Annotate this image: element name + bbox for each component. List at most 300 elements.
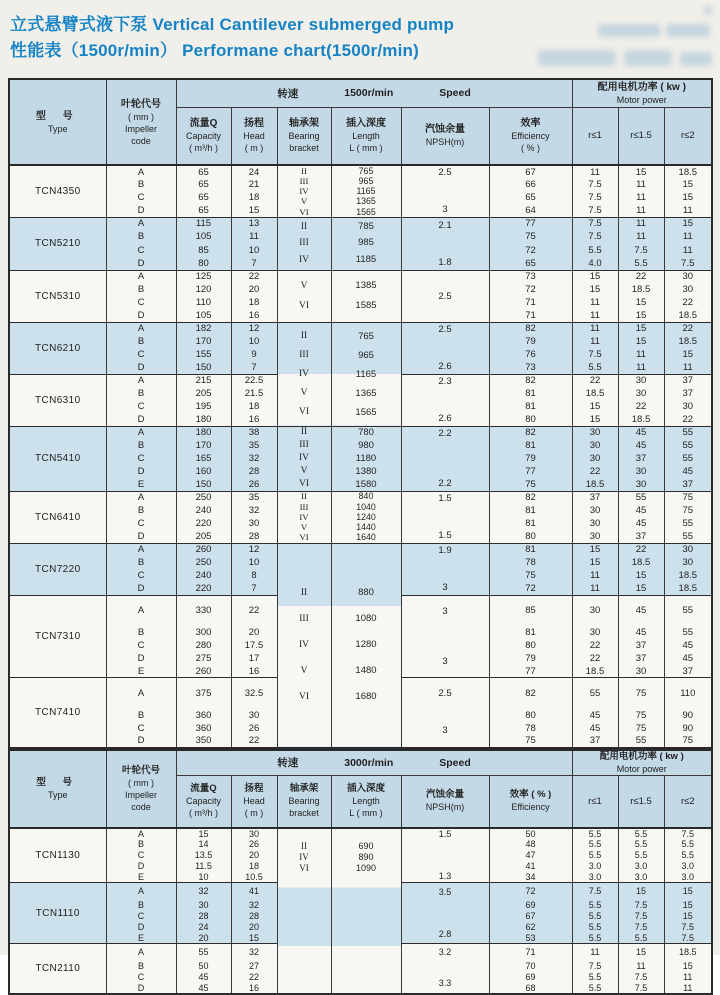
head-cell: 32: [231, 452, 277, 465]
efficiency-cell: 70: [489, 961, 572, 972]
impeller-code-cell: B: [106, 626, 176, 639]
capacity-cell: 260: [176, 665, 231, 678]
capacity-cell: 360: [176, 709, 231, 722]
insert-length-cell: [331, 165, 401, 217]
npsh-value: 2.6: [438, 413, 452, 424]
capacity-cell: 375: [176, 678, 231, 709]
bearing-bracket-cell: [277, 322, 331, 426]
impeller-code-cell: D: [106, 309, 176, 322]
power-r2-cell: 55: [664, 439, 712, 452]
head-cell: 18: [231, 191, 277, 204]
power-r1-cell: 4.0: [572, 257, 618, 270]
capacity-cell: 275: [176, 652, 231, 665]
impeller-code-cell: A: [106, 322, 176, 335]
power-r1-cell: 45: [572, 722, 618, 735]
power-r15-cell: 7.5: [618, 922, 664, 933]
bracket-size-line: II: [300, 330, 308, 341]
capacity-header-line: Capacity: [185, 131, 221, 142]
npsh-cell: [401, 491, 489, 543]
impeller-code-cell: D: [106, 530, 176, 543]
capacity-cell: 150: [176, 478, 231, 491]
type-column-header: [9, 750, 106, 828]
power-r2-cell: 7.5: [664, 933, 712, 944]
efficiency-header-line: Efficiency: [511, 131, 550, 142]
power-r15-cell: 75: [618, 722, 664, 735]
efficiency-cell: 81: [489, 517, 572, 530]
speed-header: [176, 750, 572, 776]
head-cell: 32: [231, 900, 277, 911]
head-cell: 28: [231, 530, 277, 543]
power-r1-cell: 7.5: [572, 348, 618, 361]
capacity-cell: 150: [176, 361, 231, 374]
power-r1-cell: 11: [572, 335, 618, 348]
speed-value: 3000r/min: [344, 756, 394, 769]
table-row: [9, 322, 712, 335]
power-rating-label: r≤1.5: [630, 130, 652, 142]
power-r1-cell: 37: [572, 491, 618, 504]
efficiency-cell: 50: [489, 828, 572, 839]
impeller-code-cell: C: [106, 400, 176, 413]
bracket-size-line: III: [299, 238, 309, 249]
length-value-line: 880: [358, 586, 374, 598]
bracket-size-line: III: [299, 349, 309, 360]
capacity-cell: 205: [176, 530, 231, 543]
impeller-code-cell: C: [106, 722, 176, 735]
power-r15-cell: 11: [618, 178, 664, 191]
bracket-size-line: IV: [299, 851, 309, 862]
capacity-cell: 170: [176, 439, 231, 452]
head-cell: 26: [231, 478, 277, 491]
power-r1-cell: 5.5: [572, 922, 618, 933]
impeller-header-line: ( mm ): [128, 777, 154, 788]
power-r2-cell: 3.0: [664, 861, 712, 872]
length-value-line: 785: [358, 220, 374, 232]
capacity-cell: 120: [176, 283, 231, 296]
power-r1-cell: 5.5: [572, 911, 618, 922]
capacity-cell: 280: [176, 639, 231, 652]
power-r2-cell: 15: [664, 178, 712, 191]
power-r15-cell: 75: [618, 709, 664, 722]
head-cell: 32: [231, 944, 277, 961]
power-r1-cell: 3.0: [572, 872, 618, 883]
efficiency-cell: 82: [489, 374, 572, 387]
efficiency-column-header: [489, 107, 572, 165]
capacity-cell: 195: [176, 400, 231, 413]
head-cell: 41: [231, 883, 277, 900]
efficiency-header-line: 效率 ( % ): [509, 789, 552, 801]
bracket-column-header: [277, 107, 331, 165]
power-r15-cell: 15: [618, 883, 664, 900]
efficiency-cell: 72: [489, 883, 572, 900]
efficiency-cell: 75: [489, 230, 572, 243]
power-r1-cell: 5.5: [572, 850, 618, 861]
bracket-size-line: VI: [298, 479, 310, 489]
head-cell: 20: [231, 850, 277, 861]
capacity-cell: 65: [176, 165, 231, 178]
table-row: [9, 491, 712, 504]
power-r15-cell: 45: [618, 517, 664, 530]
power-r15-cell: 37: [618, 452, 664, 465]
power-r2-cell: 30: [664, 400, 712, 413]
npsh-value: 2.2: [438, 428, 452, 439]
impeller-code-cell: C: [106, 517, 176, 530]
head-cell: 12: [231, 543, 277, 556]
power-rating-column-header: [664, 107, 712, 165]
length-value-line: 1165: [355, 368, 377, 380]
power-r1-cell: 30: [572, 439, 618, 452]
power-r15-cell: 15: [618, 165, 664, 178]
impeller-column-header: [106, 79, 176, 165]
power-r2-cell: 45: [664, 465, 712, 478]
bracket-size-line: III: [299, 613, 309, 624]
capacity-cell: 205: [176, 387, 231, 400]
power-r2-cell: 55: [664, 626, 712, 639]
bearing-bracket-cell: [277, 828, 331, 994]
power-r2-cell: 5.5: [664, 850, 712, 861]
power-r1-cell: 5.5: [572, 972, 618, 983]
motor-power-zh: 配用电机功率 ( kw ): [599, 750, 684, 762]
head-cell: 16: [231, 413, 277, 426]
power-r1-cell: 45: [572, 709, 618, 722]
head-cell: 10: [231, 335, 277, 348]
power-r1-cell: 7.5: [572, 230, 618, 243]
efficiency-header-line: ( % ): [521, 143, 540, 154]
impeller-code-cell: A: [106, 883, 176, 900]
power-r1-cell: 5.5: [572, 244, 618, 257]
length-value-line: 985: [358, 237, 374, 249]
capacity-cell: 20: [176, 933, 231, 944]
power-r2-cell: 11: [664, 983, 712, 994]
capacity-cell: 10: [176, 872, 231, 883]
capacity-cell: 115: [176, 217, 231, 230]
npsh-value: 3.5: [438, 886, 452, 897]
performance-table-1500rpm: [8, 78, 713, 749]
pump-type-cell: TCN1110: [9, 883, 106, 944]
efficiency-cell: 80: [489, 413, 572, 426]
capacity-header-line: 流量Q: [189, 118, 218, 130]
pump-type-cell: TCN7310: [9, 595, 106, 678]
impeller-code-cell: C: [106, 639, 176, 652]
power-r15-cell: 37: [618, 652, 664, 665]
impeller-code-cell: A: [106, 491, 176, 504]
efficiency-cell: 82: [489, 678, 572, 709]
power-r15-cell: 30: [618, 387, 664, 400]
power-r15-cell: 7.5: [618, 972, 664, 983]
power-r2-cell: 15: [664, 217, 712, 230]
length-value-line: 1385: [355, 280, 377, 291]
npsh-value: 3.2: [438, 947, 452, 958]
power-rating-label: r≤1.5: [630, 795, 652, 807]
impeller-code-cell: B: [106, 839, 176, 850]
efficiency-cell: 82: [489, 322, 572, 335]
power-r15-cell: 45: [618, 504, 664, 517]
capacity-cell: 85: [176, 244, 231, 257]
length-value-line: 1040: [356, 501, 376, 512]
impeller-code-cell: C: [106, 911, 176, 922]
power-r15-cell: 37: [618, 639, 664, 652]
power-r2-cell: 22: [664, 413, 712, 426]
power-rating-label: r≤2: [680, 795, 695, 807]
power-r1-cell: 30: [572, 530, 618, 543]
insert-length-cell: [331, 426, 401, 491]
efficiency-cell: 67: [489, 165, 572, 178]
power-r1-cell: 5.5: [572, 828, 618, 839]
speed-label-zh: 转速: [277, 87, 299, 100]
power-r2-cell: 18.5: [664, 582, 712, 595]
efficiency-cell: 81: [489, 387, 572, 400]
head-cell: 21.5: [231, 387, 277, 400]
capacity-header-line: 流量Q: [190, 783, 217, 795]
power-r2-cell: 18.5: [664, 165, 712, 178]
npsh-cell: [401, 944, 489, 994]
ghost-print: [538, 50, 616, 66]
power-r1-cell: 7.5: [572, 204, 618, 217]
impeller-code-cell: D: [106, 465, 176, 478]
length-value-line: 1165: [356, 186, 376, 197]
head-cell: 28: [231, 465, 277, 478]
efficiency-cell: 78: [489, 722, 572, 735]
power-r15-cell: 15: [618, 582, 664, 595]
capacity-column-header: [176, 776, 231, 828]
impeller-code-cell: D: [106, 861, 176, 872]
length-value-line: 1565: [355, 406, 377, 418]
length-value-line: 1565: [356, 206, 376, 217]
head-header-line: Head: [243, 796, 265, 807]
npsh-header-line: 汽蚀余量: [425, 124, 465, 136]
speed-label-en: Speed: [439, 87, 471, 100]
power-r15-cell: 15: [618, 944, 664, 961]
power-r2-cell: 3.0: [664, 872, 712, 883]
efficiency-cell: 69: [489, 972, 572, 983]
head-cell: 15: [231, 204, 277, 217]
bracket-size-line: IV: [298, 255, 310, 266]
capacity-cell: 155: [176, 348, 231, 361]
length-header-line: L ( mm ): [349, 808, 383, 819]
npsh-cell: [401, 595, 489, 678]
power-r1-cell: 11: [572, 165, 618, 178]
npsh-value: 1.9: [438, 545, 452, 556]
capacity-header-line: ( m³/h ): [189, 808, 218, 819]
power-r1-cell: 22: [572, 374, 618, 387]
capacity-cell: 105: [176, 230, 231, 243]
impeller-code-cell: B: [106, 387, 176, 400]
head-cell: 35: [231, 439, 277, 452]
insert-length-cell: [331, 322, 401, 426]
head-cell: 32.5: [231, 678, 277, 709]
efficiency-cell: 62: [489, 922, 572, 933]
head-cell: 22: [231, 270, 277, 283]
bracket-size-line: II: [301, 491, 307, 502]
power-r15-cell: 5.5: [618, 850, 664, 861]
power-r15-cell: 55: [618, 735, 664, 748]
efficiency-cell: 64: [489, 204, 572, 217]
capacity-cell: 260: [176, 543, 231, 556]
capacity-cell: 45: [176, 983, 231, 994]
length-value-line: 765: [358, 330, 374, 342]
table-row: [9, 165, 712, 178]
table-row: [9, 828, 712, 839]
insert-length-cell: [331, 543, 401, 748]
pump-type-cell: TCN5410: [9, 426, 106, 491]
efficiency-cell: 78: [489, 556, 572, 569]
bracket-size-line: III: [299, 501, 309, 512]
motor-power-en: Motor power: [616, 763, 667, 774]
impeller-code-cell: D: [106, 735, 176, 748]
impeller-code-cell: A: [106, 426, 176, 439]
efficiency-cell: 41: [489, 861, 572, 872]
npsh-value: 2.6: [438, 361, 452, 372]
head-cell: 20: [231, 626, 277, 639]
table-row: [9, 270, 712, 283]
power-rating-column-header: [572, 776, 618, 828]
power-r2-cell: 18.5: [664, 944, 712, 961]
head-cell: 22: [231, 595, 277, 626]
impeller-code-cell: B: [106, 335, 176, 348]
power-r1-cell: 5.5: [572, 983, 618, 994]
power-r2-cell: 55: [664, 595, 712, 626]
efficiency-cell: 34: [489, 872, 572, 883]
impeller-code-cell: A: [106, 678, 176, 709]
bracket-size-line: II: [300, 221, 308, 232]
power-r1-cell: 7.5: [572, 883, 618, 900]
impeller-code-cell: A: [106, 543, 176, 556]
npsh-value: 1.8: [438, 256, 452, 268]
power-r15-cell: 7.5: [618, 244, 664, 257]
power-r15-cell: 7.5: [618, 983, 664, 994]
pump-type-cell: TCN7410: [9, 678, 106, 748]
power-r15-cell: 5.5: [618, 839, 664, 850]
impeller-code-cell: C: [106, 972, 176, 983]
efficiency-cell: 82: [489, 491, 572, 504]
head-cell: 17: [231, 652, 277, 665]
power-r15-cell: 11: [618, 361, 664, 374]
type-header-en: Type: [47, 789, 68, 800]
power-r15-cell: 55: [618, 491, 664, 504]
bracket-size-line: VI: [299, 862, 309, 873]
capacity-cell: 105: [176, 309, 231, 322]
head-cell: 17.5: [231, 639, 277, 652]
power-r15-cell: 18.5: [618, 556, 664, 569]
head-cell: 26: [231, 839, 277, 850]
power-rating-label: r≤1: [588, 795, 602, 807]
type-header-zh: 型 号: [36, 776, 80, 788]
type-column-header: [9, 79, 106, 165]
npsh-value: 3: [442, 582, 448, 593]
power-rating-label: r≤1: [588, 130, 602, 142]
pump-type-cell: TCN5310: [9, 270, 106, 322]
power-r1-cell: 18.5: [572, 665, 618, 678]
bracket-size-line: V: [300, 665, 308, 676]
power-rating-column-header: [664, 776, 712, 828]
bearing-bracket-cell: [277, 270, 331, 322]
power-r2-cell: 22: [664, 322, 712, 335]
power-r2-cell: 30: [664, 270, 712, 283]
bracket-size-line: V: [300, 522, 308, 533]
head-header-line: 扬程: [244, 118, 264, 130]
pump-type-cell: TCN5210: [9, 217, 106, 270]
head-cell: 16: [231, 309, 277, 322]
impeller-code-cell: D: [106, 204, 176, 217]
impeller-code-cell: B: [106, 230, 176, 243]
npsh-value: 3: [442, 605, 448, 617]
head-cell: 11: [231, 230, 277, 243]
length-column-header: [331, 776, 401, 828]
efficiency-cell: 81: [489, 439, 572, 452]
power-r2-cell: 11: [664, 244, 712, 257]
power-r15-cell: 37: [618, 530, 664, 543]
npsh-cell: [401, 543, 489, 595]
capacity-cell: 32: [176, 883, 231, 900]
head-cell: 20: [231, 922, 277, 933]
capacity-cell: 65: [176, 191, 231, 204]
bracket-size-line: II: [301, 165, 307, 176]
head-cell: 32: [231, 504, 277, 517]
power-r15-cell: 11: [618, 230, 664, 243]
length-value-line: 980: [358, 440, 374, 451]
efficiency-cell: 68: [489, 983, 572, 994]
npsh-cell: [401, 374, 489, 426]
power-r1-cell: 11: [572, 296, 618, 309]
npsh-value: 1.5: [438, 828, 452, 839]
length-value-line: 1280: [355, 638, 377, 650]
power-r15-cell: 45: [618, 439, 664, 452]
impeller-header-line: 叶轮代号: [121, 98, 161, 110]
power-r15-cell: 22: [618, 270, 664, 283]
head-cell: 24: [231, 165, 277, 178]
impeller-code-cell: D: [106, 257, 176, 270]
head-cell: 22: [231, 972, 277, 983]
bracket-size-line: VI: [299, 532, 309, 543]
head-column-header: [231, 107, 277, 165]
impeller-code-cell: E: [106, 872, 176, 883]
power-r1-cell: 15: [572, 270, 618, 283]
capacity-cell: 50: [176, 961, 231, 972]
efficiency-cell: 79: [489, 452, 572, 465]
capacity-cell: 240: [176, 504, 231, 517]
motor-power-zh: 配用电机功率 ( kw ): [597, 81, 686, 93]
bracket-header-line: Bearing: [288, 796, 320, 807]
power-r2-cell: 18.5: [664, 335, 712, 348]
npsh-cell: [401, 217, 489, 270]
npsh-header-line: NPSH(m): [425, 137, 465, 148]
impeller-code-cell: C: [106, 452, 176, 465]
power-r1-cell: 18.5: [572, 478, 618, 491]
power-r2-cell: 18.5: [664, 569, 712, 582]
power-r1-cell: 11: [572, 582, 618, 595]
motor-power-header: [572, 79, 712, 107]
impeller-code-cell: B: [106, 961, 176, 972]
impeller-code-cell: A: [106, 217, 176, 230]
power-r15-cell: 11: [618, 204, 664, 217]
efficiency-cell: 71: [489, 296, 572, 309]
head-column-header: [231, 776, 277, 828]
head-cell: 21: [231, 178, 277, 191]
motor-power-header: [572, 750, 712, 776]
length-value-line: 765: [358, 165, 374, 176]
length-value-line: 1585: [355, 300, 377, 311]
bracket-header-line: 轴承架: [289, 783, 319, 795]
length-value-line: 1185: [355, 254, 377, 266]
impeller-header-line: Impeller: [124, 789, 157, 800]
power-r1-cell: 22: [572, 639, 618, 652]
head-cell: 20: [231, 283, 277, 296]
efficiency-cell: 75: [489, 478, 572, 491]
head-cell: 18: [231, 296, 277, 309]
power-r1-cell: 22: [572, 465, 618, 478]
impeller-code-cell: A: [106, 270, 176, 283]
insert-length-cell: [331, 828, 401, 994]
bracket-size-line: V: [300, 196, 308, 207]
